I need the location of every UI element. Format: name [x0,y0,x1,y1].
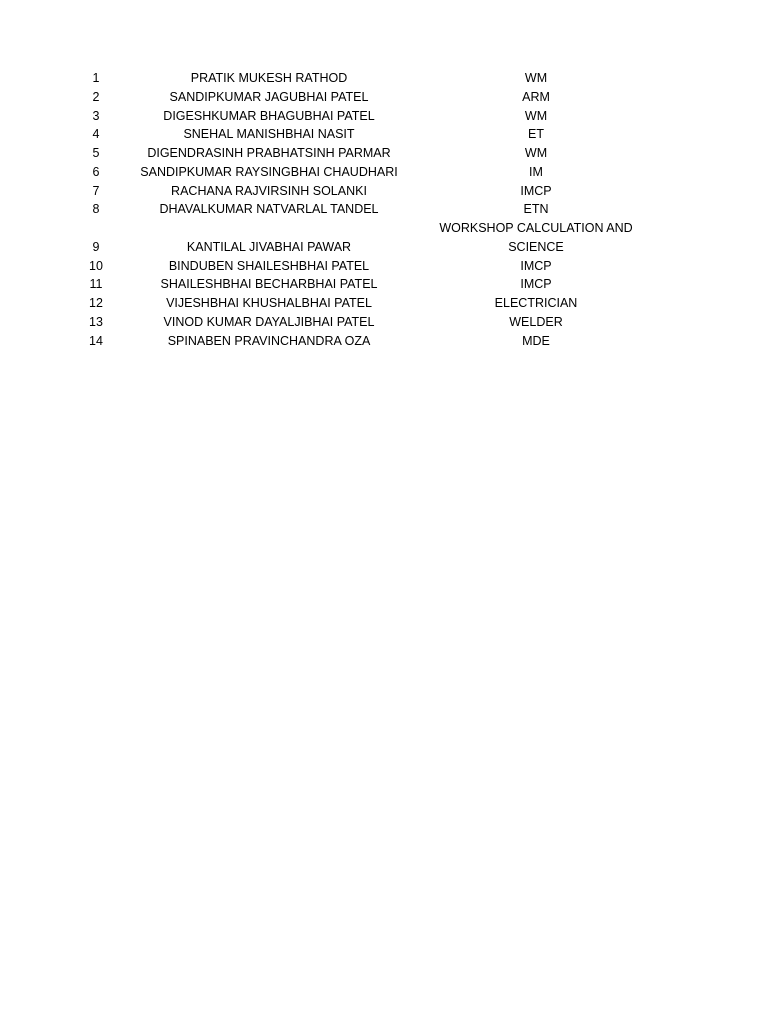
serial-number: 10 [89,258,103,273]
serial-number: 8 [92,202,100,217]
table-row [0,313,768,332]
table-row [0,144,768,163]
serial-number: 2 [92,89,100,104]
serial-number: 14 [89,333,103,348]
table-row [0,332,768,351]
person-name: SANDIPKUMAR JAGUBHAI PATEL [169,89,369,104]
serial-number: 4 [92,127,100,142]
table-row [0,182,768,201]
subject: MDE [522,333,550,348]
subject: WELDER [509,314,563,329]
table-row [0,219,768,257]
subject: IMCP [520,277,552,292]
serial-number: 7 [92,183,100,198]
table-row [0,69,768,88]
subject: WM [524,71,548,85]
person-name: SNEHAL MANISHBHAI NASIT [183,127,355,142]
person-name: DHAVALKUMAR NATVARLAL TANDEL [159,202,379,217]
spreadsheet-table [0,69,768,350]
serial-number: 3 [92,108,100,123]
person-name: BINDUBEN SHAILESHBHAI PATEL [168,258,370,273]
subject [414,219,658,257]
table-row [0,107,768,126]
subject: ETN [523,202,549,217]
table-row [0,294,768,313]
subject: ARM [522,89,550,104]
person-name: SANDIPKUMAR RAYSINGBHAI CHAUDHARI [140,164,398,179]
person-name: SPINABEN PRAVINCHANDRA OZA [167,333,371,348]
serial-number: 6 [92,164,100,179]
person-name: KANTILAL JIVABHAI PAWAR [186,239,352,254]
subject: IM [529,164,543,179]
person-name: RACHANA RAJVIRSINH SOLANKI [171,183,367,198]
serial-number: 11 [89,277,103,292]
subject-line: WORKSHOP CALCULATION AND [439,221,633,235]
person-name: DIGESHKUMAR BHAGUBHAI PATEL [163,108,375,123]
table-row [0,163,768,182]
subject: IMCP [520,183,552,198]
subject: ELECTRICIAN [494,296,578,310]
subject: WM [524,146,548,160]
person-name: DIGENDRASINH PRABHATSINH PARMAR [147,146,391,160]
serial-number: 5 [92,146,100,160]
person-name: VIJESHBHAI KHUSHALBHAI PATEL [166,296,372,310]
serial-number: 13 [89,314,103,329]
table-row [0,257,768,276]
table-row [0,88,768,107]
person-name: VINOD KUMAR DAYALJIBHAI PATEL [163,314,375,329]
table-row [0,200,768,219]
subject: WM [524,108,548,123]
subject: ET [528,127,544,142]
subject: IMCP [520,258,552,273]
table-row [0,125,768,144]
serial-number: 9 [92,239,100,254]
subject-line: SCIENCE [508,239,564,254]
serial-number: 12 [89,296,103,310]
serial-number: 1 [92,71,100,85]
person-name: PRATIK MUKESH RATHOD [190,71,348,85]
person-name: SHAILESHBHAI BECHARBHAI PATEL [160,277,378,292]
table-row [0,275,768,294]
